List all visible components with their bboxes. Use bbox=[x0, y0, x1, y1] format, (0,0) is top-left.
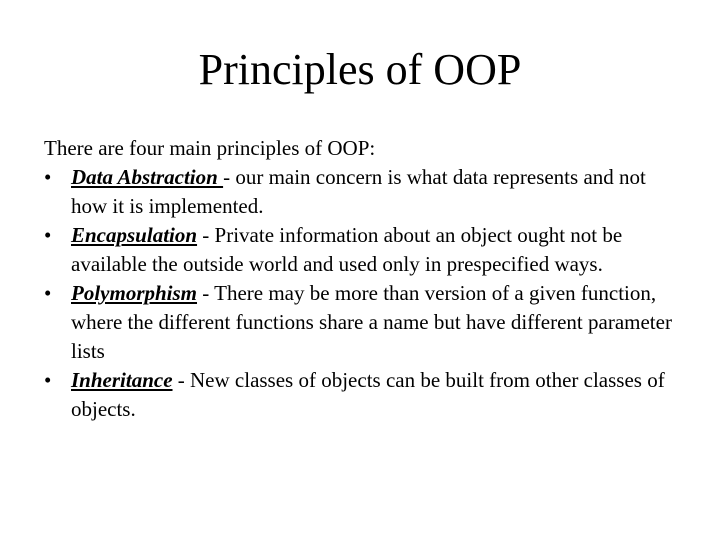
description-data-abstraction: - our main concern is what data represents and not how it is implemented. bbox=[71, 165, 646, 218]
bullet-icon: • bbox=[44, 223, 52, 247]
list-item-data-abstraction bbox=[44, 163, 684, 221]
slide-title: Principles of OOP bbox=[198, 45, 522, 94]
term-polymorphism: Polymorphism bbox=[71, 281, 198, 305]
bullet-icon: • bbox=[44, 281, 52, 305]
term-inheritance: Inheritance bbox=[71, 368, 173, 392]
term-data-abstraction: Data Abstraction bbox=[71, 165, 224, 189]
principles-list bbox=[44, 163, 684, 424]
list-item-polymorphism bbox=[44, 279, 684, 366]
description-polymorphism: - There may be more than version of a given function, where the different functions share a name but have different parameter lists bbox=[71, 281, 672, 363]
list-item-encapsulation bbox=[44, 221, 684, 279]
bullet-icon: • bbox=[44, 368, 52, 392]
list-item-inheritance bbox=[44, 366, 684, 424]
intro-text: There are four main principles of OOP: bbox=[44, 136, 376, 160]
bullet-icon: • bbox=[44, 165, 52, 189]
slide-body bbox=[44, 134, 684, 424]
description-encapsulation: - Private information about an object ought not be available the outside world and used only in prespecified ways. bbox=[71, 223, 623, 276]
description-inheritance: - New classes of objects can be built from other classes of objects. bbox=[71, 368, 665, 421]
term-encapsulation: Encapsulation bbox=[71, 223, 198, 247]
